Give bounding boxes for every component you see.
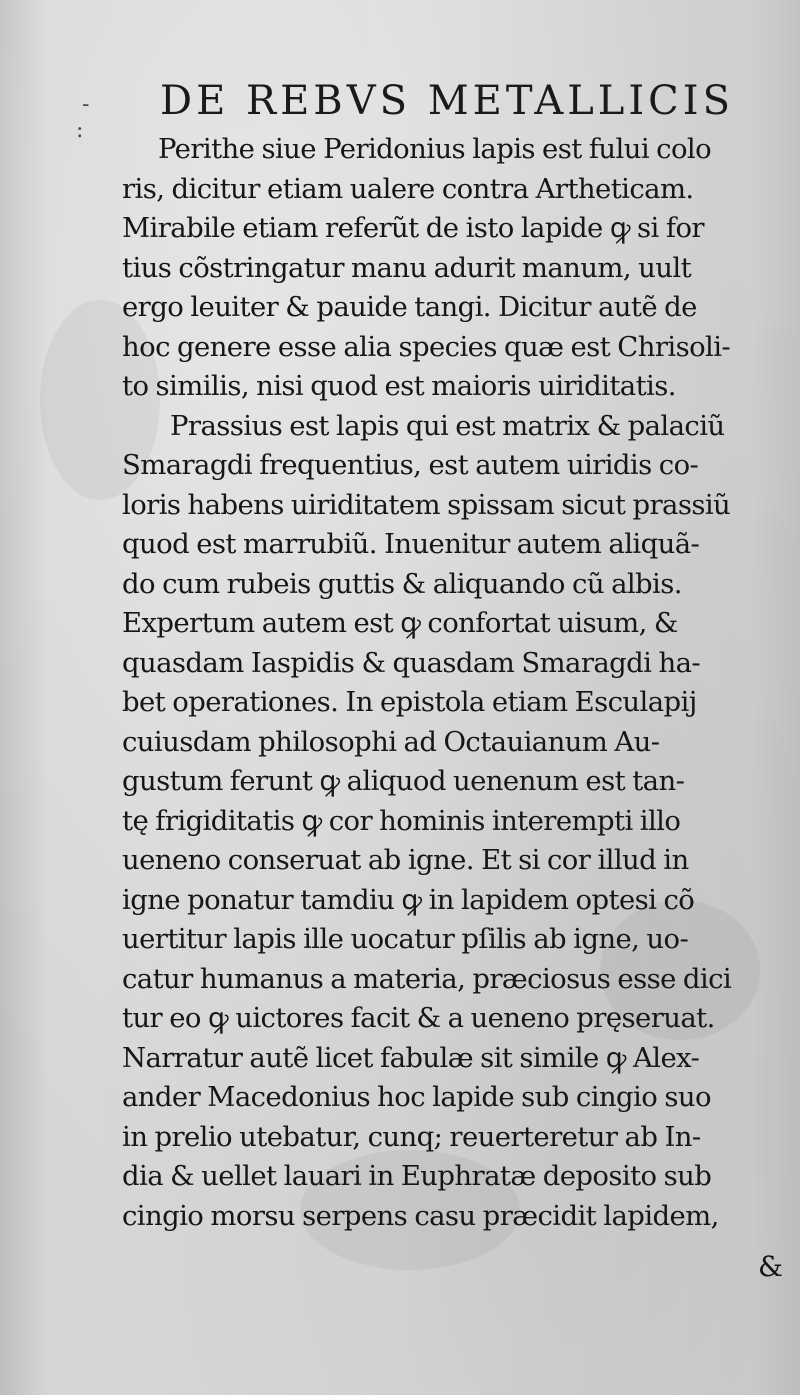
text-line: Perithe siue Peridonius lapis est fului colo	[158, 133, 712, 165]
text-block	[122, 130, 787, 1236]
text-line: tius cõstringatur manu adurit manum, uult	[122, 251, 692, 284]
text-line: tę frigiditatis ꝙ cor hominis interempti illo	[122, 804, 681, 837]
text-line: hoc genere esse alia species quæ est Chrisoli-	[122, 330, 731, 363]
text-line: tur eo ꝙ uictores facit & a ueneno pręseruat.	[122, 1002, 715, 1034]
text-line: in prelio utebatur, cunq; reuerteretur ab In-	[122, 1120, 701, 1153]
text-line: Narratur autẽ licet fabulæ sit simile ꝙ Alex-	[122, 1041, 700, 1074]
text-line: to similis, nisi quod est maioris uiriditatis.	[122, 370, 676, 402]
text-line: ergo leuiter & pauide tangi. Dicitur autẽ de	[122, 291, 697, 323]
text-line: Smaragdi frequentius, est autem uiridis co-	[122, 449, 699, 481]
text-line: cingio morsu serpens casu præcidit lapidem,	[122, 1199, 719, 1232]
text-line: Mirabile etiam referũt de isto lapide ꝙ si for	[122, 212, 704, 244]
text-line: Expertum autem est ꝙ confortat uisum, &	[122, 607, 678, 639]
text-line: quasdam Iaspidis & quasdam Smaragdi ha-	[122, 646, 701, 679]
text-line: ueneno conseruat ab igne. Et si cor illud in	[122, 844, 689, 876]
text-line: loris habens uiriditatem spissam sicut prassiũ	[122, 488, 731, 521]
text-line: ris, dicitur etiam ualere contra Artheticam.	[122, 172, 694, 205]
text-line: Prassius est lapis qui est matrix & palaciũ	[170, 409, 725, 442]
running-title: DE REBVS METALLICIS	[160, 78, 734, 124]
text-line: ander Macedonius hoc lapide sub cingio suo	[122, 1081, 711, 1113]
text-line: igne ponatur tamdiu ꝙ in lapidem optesi cõ	[122, 883, 695, 916]
text-line: uertitur lapis ille uocatur pſilis ab igne, uo-	[122, 923, 689, 955]
text-line: do cum rubeis guttis & aliquando cũ albis.	[122, 567, 682, 600]
margin-mark: -	[82, 92, 90, 117]
text-line: quod est marrubiũ. Inuenitur autem aliquã-	[122, 528, 700, 560]
text-line: cuiusdam philosophi ad Octauianum Au-	[122, 725, 660, 758]
text-line: dia & uellet lauari in Euphratæ deposito sub	[122, 1160, 712, 1192]
text-line: gustum ferunt ꝙ aliquod uenenum est tan-	[122, 765, 685, 797]
text-line: bet operationes. In epistola etiam Esculapij	[122, 686, 697, 718]
catchword: &	[758, 1250, 783, 1283]
text-line: catur humanus a materia, præciosus esse dici	[122, 962, 732, 995]
margin-mark: :	[76, 118, 84, 143]
